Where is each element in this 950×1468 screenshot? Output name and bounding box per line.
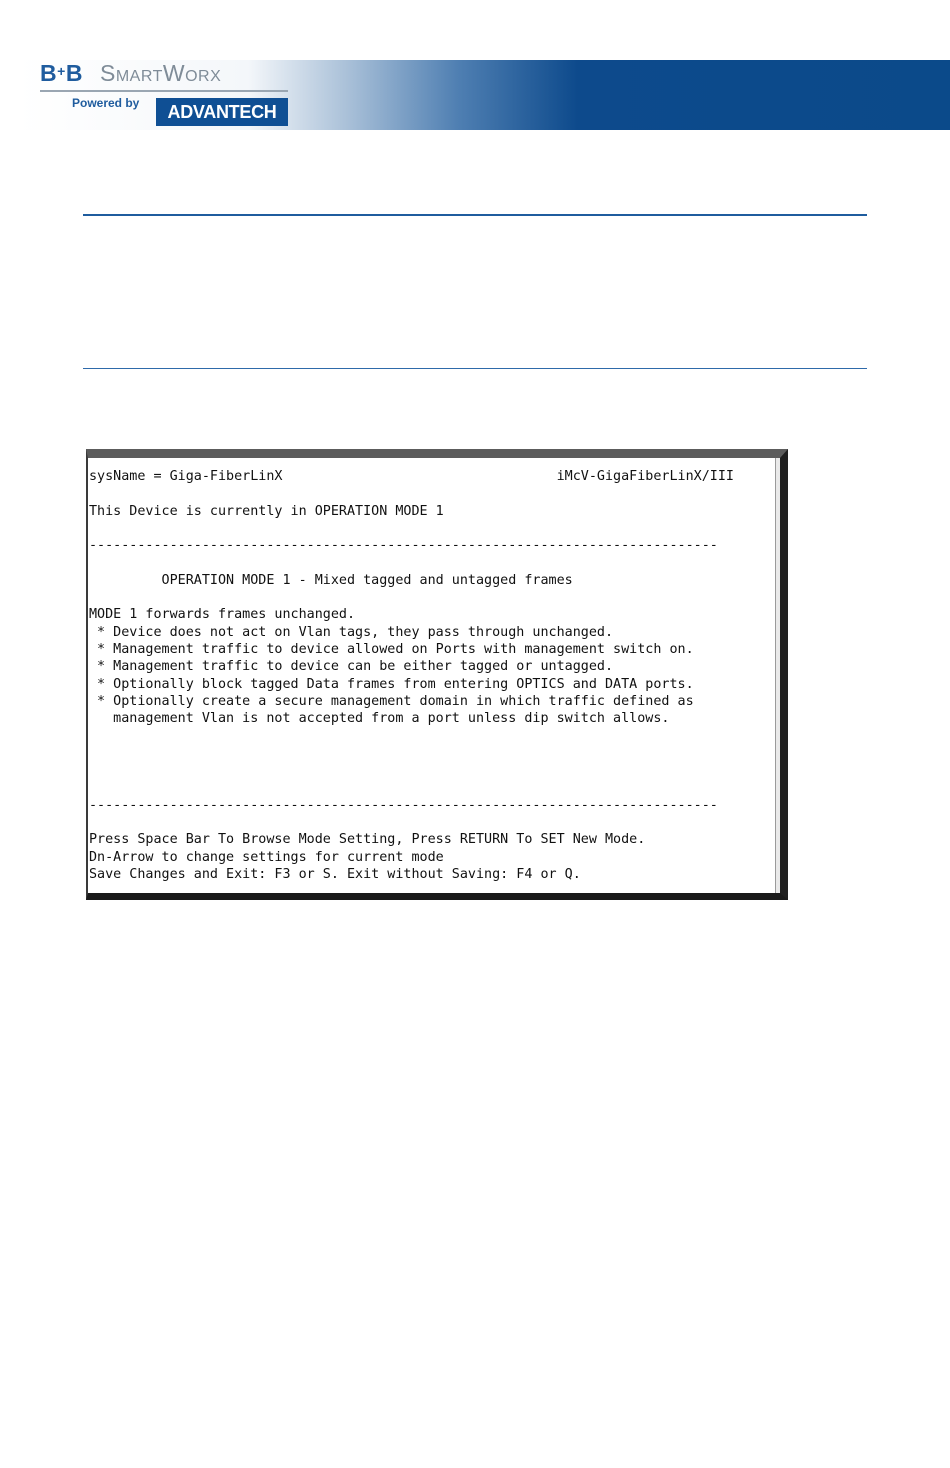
terminal-line: * Device does not act on Vlan tags, they pass through unchanged.: [89, 624, 614, 640]
terminal-line: * Management traffic to device can be either tagged or untagged.: [89, 659, 614, 675]
terminal-line: MODE 1 forwards frames unchanged.: [89, 607, 356, 623]
top-divider: [83, 214, 867, 216]
terminal-line: [89, 485, 734, 502]
terminal-line: management Vlan is not accepted from a port unless dip switch allows.: [89, 711, 670, 727]
terminal-line: sysName = Giga-FiberLinX iMcV-GigaFiberLinX/III: [89, 469, 734, 484]
terminal-line: * Management traffic to device allowed on Ports with management switch on.: [89, 641, 694, 657]
terminal-line: * Optionally create a secure management domain in which traffic defined as: [89, 693, 694, 709]
advantech-logo: ADVANTECH: [156, 98, 288, 126]
terminal-line: * Optionally block tagged Data frames from entering OPTICS and DATA ports.: [89, 676, 694, 692]
logo-powered-by: Powered by: [72, 96, 140, 110]
terminal-line: OPERATION MODE 1 - Mixed tagged and untagged frames: [89, 572, 573, 588]
terminal-line: [89, 727, 734, 744]
terminal-line: [89, 554, 734, 571]
logo-smartworx-text: SmartWorx: [100, 60, 222, 86]
terminal-title-bar: [88, 449, 780, 458]
terminal-line: [89, 520, 734, 537]
terminal-line: [89, 779, 734, 796]
terminal-line: [89, 745, 734, 762]
terminal-line: ------------------------------------------------------------------------------: [89, 538, 718, 554]
terminal-line: [89, 762, 734, 779]
bottom-divider: [83, 368, 867, 369]
terminal-line: [89, 589, 734, 606]
terminal-line: Save Changes and Exit: F3 or S. Exit without Saving: F4 or Q.: [89, 866, 581, 882]
logo-divider: [40, 90, 288, 92]
terminal-line: This Device is currently in OPERATION MODE 1: [89, 503, 444, 519]
terminal-line: Press Space Bar To Browse Mode Setting, Press RETURN To SET New Mode.: [89, 832, 646, 848]
terminal-line: ------------------------------------------------------------------------------: [89, 797, 718, 813]
terminal-line: Dn-Arrow to change settings for current mode: [89, 849, 444, 865]
terminal-scrollbar[interactable]: [775, 458, 780, 893]
bb-smartworx-logo: [40, 58, 290, 128]
terminal-screenshot: [86, 449, 788, 900]
terminal-text: [89, 468, 734, 883]
terminal-line: [89, 814, 734, 831]
logo-bb-text: B+B: [40, 60, 82, 86]
